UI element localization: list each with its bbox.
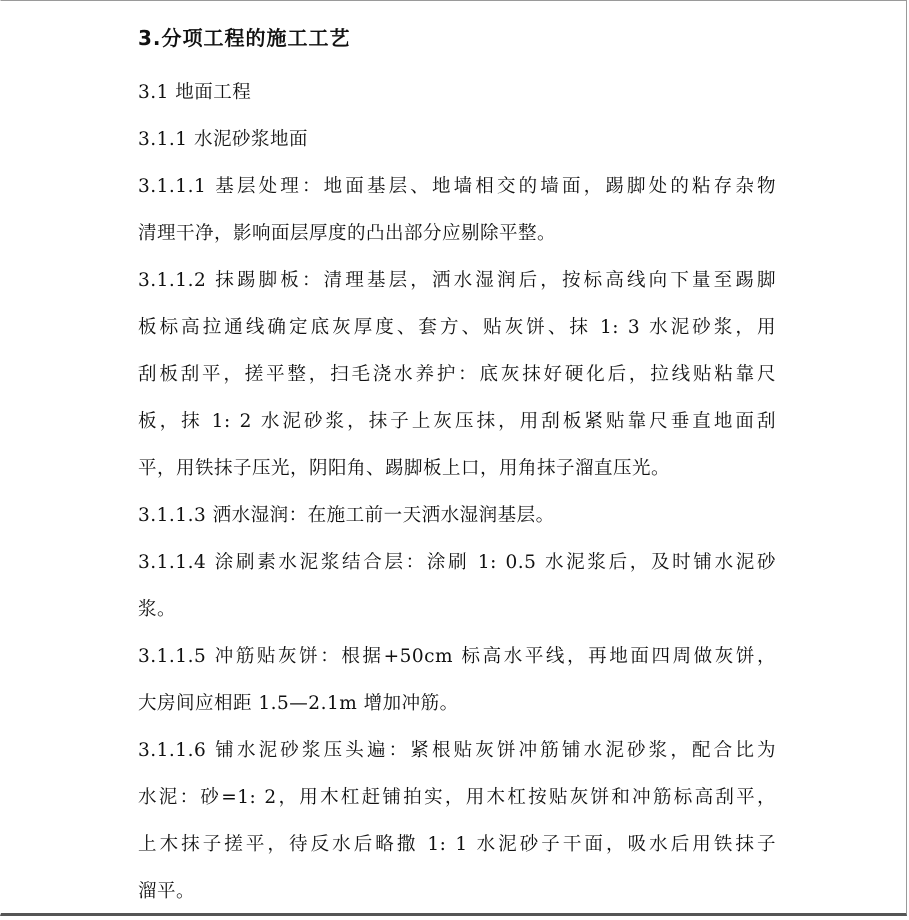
paragraph-line: 溜平。 bbox=[138, 881, 196, 902]
subheading-3-1: 3.1 地面工程 bbox=[138, 82, 252, 103]
section-heading: 3.分项工程的施工工艺 bbox=[138, 26, 351, 50]
document-body bbox=[138, 23, 788, 915]
paragraph-line: 3.1.1.2 抹踢脚板：清理基层，洒水湿润后，按标高线向下量至踢脚 bbox=[138, 270, 776, 291]
paragraph-line: 板标高拉通线确定底灰厚度、套方、贴灰饼、抹 1: 3 水泥砂浆，用 bbox=[138, 317, 776, 338]
paragraph-line: 刮板刮平，搓平整，扫毛浇水养护：底灰抹好硬化后，拉线贴粘靠尺 bbox=[138, 364, 776, 385]
paragraph-line: 平，用铁抹子压光，阴阳角、踢脚板上口，用角抹子溜直压光。 bbox=[138, 458, 671, 479]
paragraph-line: 3.1.1.6 铺水泥砂浆压头遍：紧根贴灰饼冲筋铺水泥砂浆，配合比为 bbox=[138, 740, 776, 761]
paragraph-line: 水泥：砂=1: 2，用木杠赶铺拍实，用木杠按贴灰饼和冲筋标高刮平， bbox=[138, 787, 776, 808]
paragraph-line: 浆。 bbox=[138, 599, 177, 620]
paragraph-line: 板，抹 1: 2 水泥砂浆，抹子上灰压抹，用刮板紧贴靠尺垂直地面刮 bbox=[138, 411, 776, 432]
paragraph-line: 上木抹子搓平，待反水后略撒 1: 1 水泥砂子干面，吸水后用铁抹子 bbox=[138, 834, 776, 855]
paragraph-line: 3.1.1.5 冲筋贴灰饼：根据+50cm 标高水平线，再地面四周做灰饼， bbox=[138, 646, 776, 667]
paragraph-line: 3.1.1.1 基层处理：地面基层、地墙相交的墙面，踢脚处的粘存杂物 bbox=[138, 176, 776, 197]
paragraph-line: 大房间应相距 1.5—2.1m 增加冲筋。 bbox=[138, 693, 459, 714]
paragraph-line: 3.1.1.4 涂刷素水泥浆结合层：涂刷 1: 0.5 水泥浆后，及时铺水泥砂 bbox=[138, 552, 776, 573]
paragraph-line: 3.1.1.3 洒水湿润：在施工前一天洒水湿润基层。 bbox=[138, 505, 555, 526]
subheading-3-1-1: 3.1.1 水泥砂浆地面 bbox=[138, 129, 308, 150]
paragraph-line: 清理干净，影响面层厚度的凸出部分应剔除平整。 bbox=[138, 223, 557, 244]
